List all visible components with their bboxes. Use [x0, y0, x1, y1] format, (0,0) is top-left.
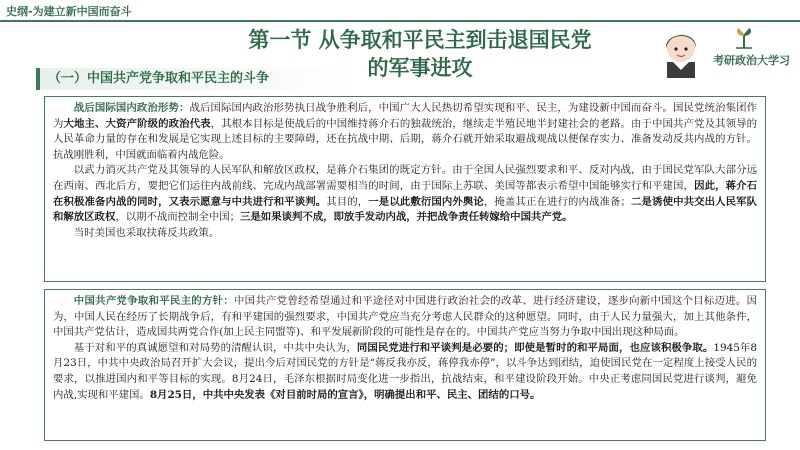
section-heading: （一）中国共产党争取和平民主的斗争	[36, 68, 356, 90]
course-label: 史纲-为建立新中国而奋斗	[6, 5, 132, 18]
box1-p2-seg-2: 其目的，	[326, 195, 369, 208]
box1-paragraph-3: 当时美国也采取扶蒋反共政策。	[73, 226, 220, 239]
content-box-policy	[44, 289, 766, 441]
content-box-situation	[44, 96, 766, 282]
box1-p2-seg-3: 一是以此敷衍国内外舆论	[368, 195, 484, 208]
logo-text: 考研政治大学习	[713, 54, 790, 67]
box2-p2-seg-0: 基于对和平的真诚愿望和对局势的清醒认识，中共中央认为，	[73, 341, 357, 354]
box2-paragraph-2	[53, 341, 757, 403]
box1-p2-seg-7: 三是如果谈判不成，即放手发动内战，并把战争责任转嫁给中国共产党。	[240, 211, 573, 224]
box2-p2-seg-1: 同国民党进行和平谈判是必要的；即使是暂时的和平局面，也应该积极争取。	[356, 341, 714, 354]
header-bar	[0, 0, 800, 22]
box1-p1-seg-0: 战后国际国内政治形势：	[73, 102, 190, 114]
box2-p1-seg-0: 中国共产党争取和平民主的方针：	[73, 295, 234, 307]
box1-p2-seg-6: ，以期不战而控制全中国；	[115, 211, 241, 224]
brand-logo	[653, 22, 790, 80]
box1-p1-seg-1: 战后国际国内政治形势执日战争胜利后，中国广大人民热切希望实现和平、民主，为建设新中国而奋斗。国民党统治集团作为	[53, 102, 757, 130]
tree-logo-icon	[731, 26, 757, 50]
page-title-line2: 的军事进攻	[367, 56, 473, 80]
page-title-line1: 第一节 从争取和平民主到击退国民党	[248, 28, 592, 52]
box1-p1-seg-3: ，其根本目标是使战后的中国维持蒋介石的独裁统治，继续走半殖民地半封建社会的老路。由于中国共产党及其领导的人民革命力量的存在和发展是它实现上述目标的主要障碍，还在抗战中期、后期，蒋介石就开始采取避战观战以便保存实力、准备发动反共内战的方针。抗战刚胜利，中国就面临着内战危险。	[53, 117, 758, 161]
box2-p1-seg-1: 中国共产党曾经希望通过和平途径对中国进行政治社会的改革、进行经济建设，逐步向新中国这个目标迈进。因为，中国人民在经历了长期战争后，有和平建国的强烈要求，中国共产党应当充分考虑人民群众的这种愿望。同时，由于人民力量强大，加上其他条件，中国共产党估计，造成国共两党合作(加上民主同盟等)、和平发展新阶段的可能性是存在的。中国共产党应当努力争取中国出现这种局面。	[53, 295, 758, 339]
box1-p2-seg-5: 二是诱使中共交出人民军队和解放区政权	[53, 195, 758, 224]
box1-paragraph-1	[53, 101, 757, 163]
box1-p2-seg-4: ，掩盖其正在进行的内战准备；	[483, 195, 631, 208]
box1-paragraph-2	[53, 163, 757, 225]
box2-p2-seg-2: 1945年8月23日，中共中央政治局召开扩大会议，提出今后对国民党的方针是“蒋反我亦反，蒋停我亦停”，以斗争达到团结，迫使国民党在一定程度上接受人民的要求，以推进国内和平等目标的实现。8月24日，毛泽东根据时局变化进一步指出，抗战结束，和平建设阶段开始。中央正考虑同国民党进行谈判，避免内战,实现和平建国。	[53, 341, 758, 401]
box2-p2-seg-3: 8月25日，中共中央发表《对目前时局的宣言》，明确提出和平、民主、团结的口号。	[149, 388, 541, 401]
box2-paragraph-1	[53, 294, 757, 341]
box1-p1-seg-2: 大地主、大资产阶级的政治代表	[63, 117, 211, 130]
avatar-icon	[653, 22, 709, 78]
box1-p2-seg-0: 以武力消灭共产党及其领导的人民军队和解放区政权，是蒋介石集团的既定方针。由于全国人民强烈要求和平、反对内战，由于国民党军队大部分远在西南、西北后方，要把它们运往内战前线、完成内战部署需要相当的时间，由于国际上苏联、美国等都表示希望中国能够实行和平建国，	[53, 164, 757, 192]
box1-p2-seg-1: 因此，蒋介石在积极准备内战的同时，又表示愿意与中共进行和平谈判。	[53, 179, 757, 208]
